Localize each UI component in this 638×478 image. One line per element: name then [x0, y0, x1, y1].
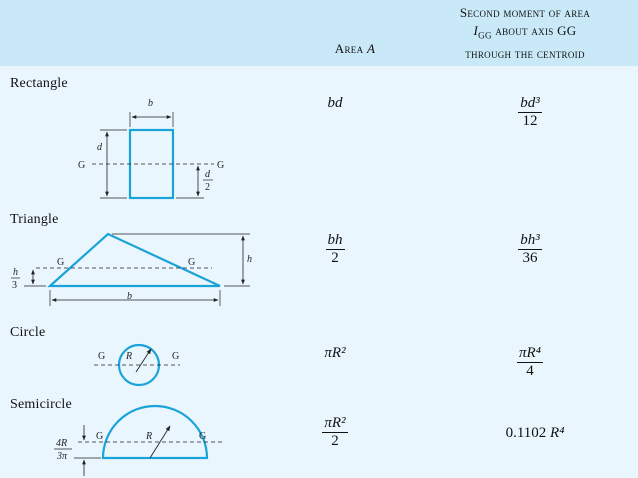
triangle-label-h: h: [247, 254, 252, 265]
semicircle-diagram: [54, 406, 224, 476]
circle-area: πR²: [324, 345, 346, 361]
triangle-moment-den: 36: [522, 250, 538, 266]
semicircle-label-offset-den: 3π: [57, 451, 68, 462]
circle-label-r: R: [126, 351, 133, 362]
rectangle-label-g-right: G: [217, 160, 225, 171]
triangle-area-den: 2: [331, 250, 339, 266]
circle-moment-num: πR⁴: [519, 345, 541, 361]
circle-moment-den: 4: [526, 363, 534, 379]
moment-header-axis: about axis GG: [495, 23, 577, 38]
semicircle-radius-arrow: [150, 426, 170, 458]
rectangle-label-half-den: 2: [205, 182, 210, 193]
triangle-label-b: b: [127, 291, 132, 302]
rectangle-label-g-left: G: [78, 160, 86, 171]
rectangle-moment-num: bd³: [520, 95, 540, 111]
semicircle-moment-value: 0.1102: [505, 425, 547, 441]
triangle-label-g-left: G: [57, 257, 65, 268]
moment-header-subscript: GG: [478, 30, 492, 41]
circle-label-g-right: G: [172, 351, 180, 362]
rectangle-title: Rectangle: [10, 76, 68, 91]
triangle-area-num: bh: [327, 232, 343, 248]
moment-header-line1: Second moment of area: [459, 5, 591, 20]
semicircle-label-g-right: G: [199, 431, 207, 442]
semicircle-title: Semicircle: [10, 397, 72, 412]
semicircle-area-den: 2: [331, 433, 339, 449]
semicircle-moment-symbol: R⁴: [550, 425, 565, 441]
triangle-label-third-den: 3: [12, 280, 17, 291]
rectangle-label-d: d: [97, 142, 102, 153]
area-header-symbol: A: [366, 41, 376, 56]
moment-header-line3: through the centroid: [465, 45, 585, 61]
area-header-label: Area: [334, 41, 364, 56]
rectangle-area: bd: [327, 95, 343, 111]
rectangle-label-b: b: [148, 98, 153, 109]
triangle-label-third-num: h: [13, 267, 18, 278]
triangle-label-g-right: G: [188, 257, 196, 268]
triangle-moment-num: bh³: [520, 232, 540, 248]
circle-label-g-left: G: [98, 351, 106, 362]
semicircle-area-num: πR²: [324, 415, 346, 431]
circle-diagram: [94, 345, 180, 385]
moment-header-symbol: I: [473, 23, 479, 38]
semicircle-label-g-left: G: [96, 431, 104, 442]
semicircle-label-r: R: [146, 431, 153, 442]
rectangle-label-half-num: d: [205, 169, 210, 180]
semicircle-label-offset-num: 4R: [56, 438, 68, 449]
triangle-title: Triangle: [10, 212, 59, 227]
circle-title: Circle: [10, 325, 46, 340]
rectangle-moment-den: 12: [522, 113, 538, 129]
circle-radius-arrow: [136, 349, 151, 372]
rectangle-diagram: [78, 98, 224, 198]
triangle-diagram: [11, 234, 252, 306]
